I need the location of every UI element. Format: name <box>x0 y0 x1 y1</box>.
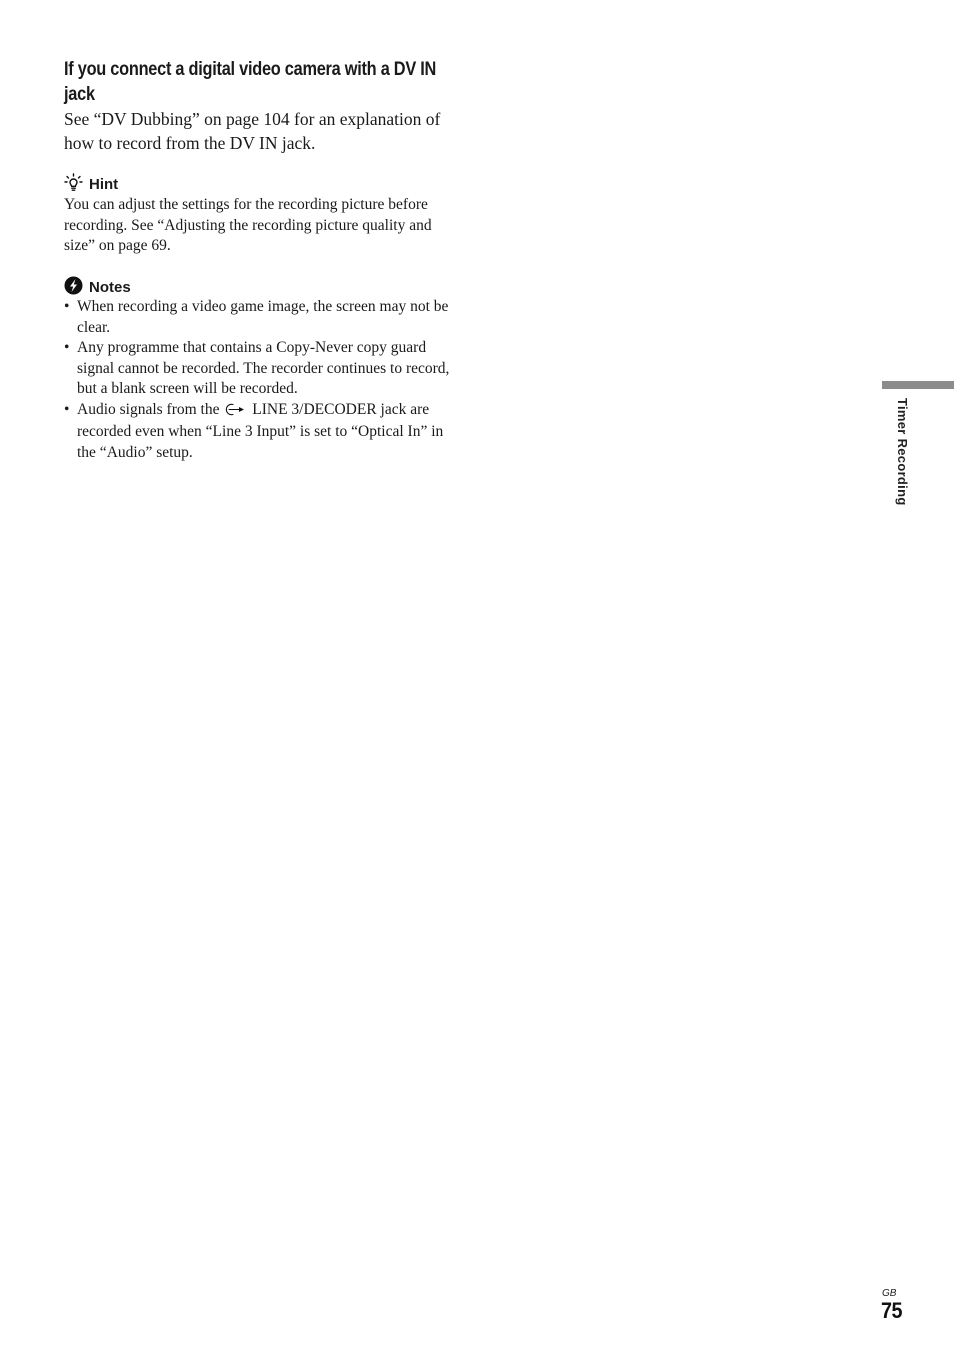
input-jack-icon <box>224 402 246 423</box>
notes-label: Notes <box>89 279 131 296</box>
notes-warning-icon <box>64 276 83 299</box>
notes-header <box>64 276 131 299</box>
notes-item-text: Any programme that contains a Copy-Never copy guard signal cannot be recorded. The recorder continues to record, but a blank screen will be recorded. <box>77 339 450 397</box>
notes-item-text-before: Audio signals from the <box>77 400 220 418</box>
region-code: GB <box>882 1288 897 1299</box>
intro-paragraph: See “DV Dubbing” on page 104 for an explanation of how to record from the DV IN jack. <box>64 109 441 153</box>
bullet: • <box>64 339 70 356</box>
lightbulb-icon <box>64 173 83 196</box>
bullet: • <box>64 400 70 418</box>
notes-item-text: When recording a video game image, the screen may not be clear. <box>77 298 449 336</box>
page-number: 75 <box>881 1298 903 1323</box>
section-heading: If you connect a digital video camera with a DV IN jack <box>64 59 437 105</box>
hint-label: Hint <box>89 176 119 193</box>
notes-item-text-after: LINE 3/DECODER jack are recorded even when “Line 3 Input” is set to “Optical In” in the “Audio” setup. <box>77 400 444 461</box>
notes-item <box>64 297 464 338</box>
bullet: • <box>64 298 70 315</box>
notes-item <box>64 400 464 464</box>
hint-text: You can adjust the settings for the recording picture before recording. See “Adjusting the recording picture quality and size” on page 69. <box>64 196 432 254</box>
notes-item <box>64 338 464 400</box>
side-tab-label: Timer Recording <box>895 398 910 506</box>
hint-header <box>64 173 118 196</box>
notes-list <box>64 297 464 463</box>
side-tab-bar <box>882 381 954 389</box>
